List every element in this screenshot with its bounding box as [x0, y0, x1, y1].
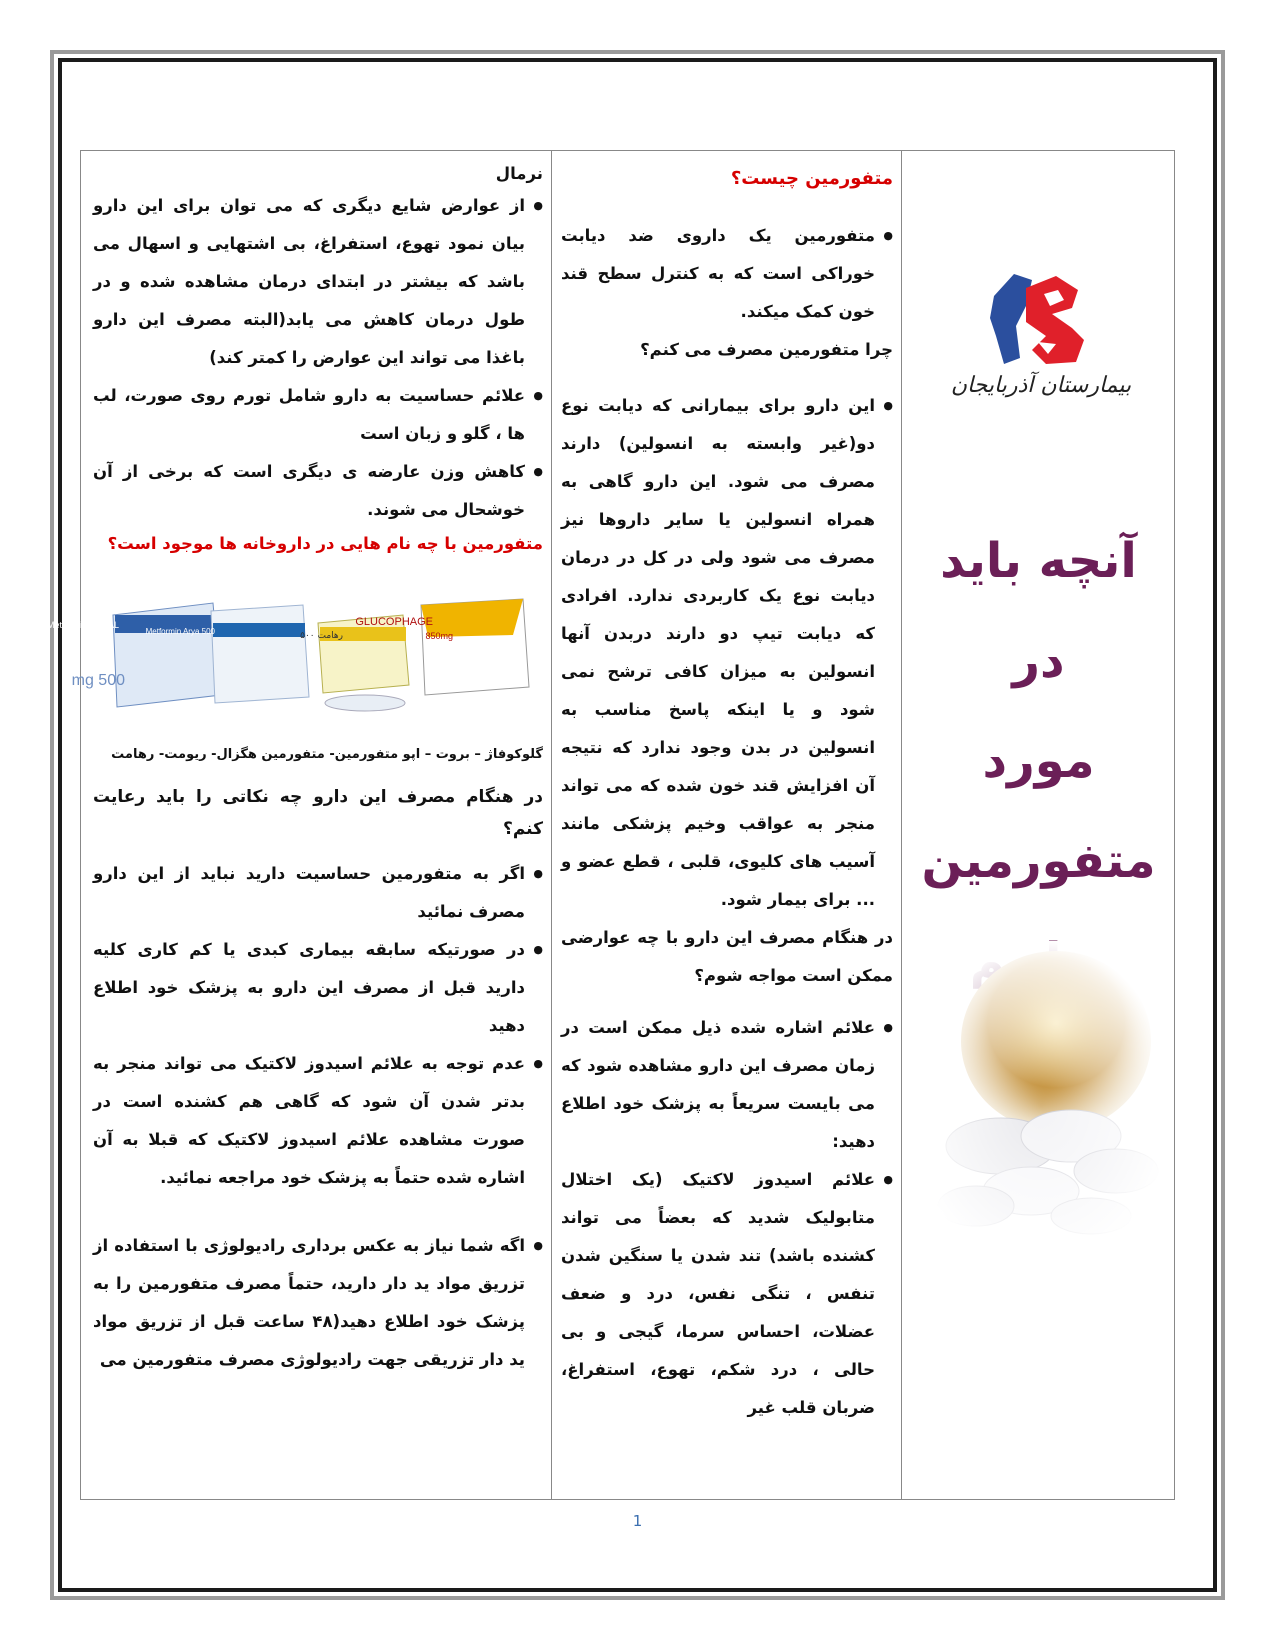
box-label: 500 mg: [71, 672, 125, 689]
hospital-logo: [986, 266, 1096, 371]
medicine-boxes-image: [46, 575, 543, 725]
continued-text: نرمال: [495, 164, 543, 183]
cover-column: [901, 151, 1176, 1499]
title-line: مورد: [982, 733, 1095, 789]
title-line: آنچه باید در: [940, 533, 1137, 689]
brochure-table: [46, 150, 1175, 1500]
box-label: Metformin Arya 500: [145, 627, 215, 636]
hospital-name: بیمارستان آذربایجان: [950, 373, 1132, 398]
brochure-title: [911, 511, 1166, 1011]
bullet-paragraph: ● این دارو برای بیمارانی که دیابت نوع دو(غیر وابسته به انسولین) دارند مصرف می شود. این دارو گاهی به همراه انسولین یا سایر داروها نیز مصرف می شود ولی در کل در درمان دیابت نوع یک کاربردی ندارد. افرادی که دیابت تیپ دو دارند دربدن آنها انسولین به میزان کافی ترشح نمی شود و یا اینکه پاسخ مناسب به انسولین در بدن وجود ندارد که نتیجه آن افزایش قند خون شده که می تواند منجر به عواقب وخیم پزشکی مانند آسیب های کلیوی، قلبی ، قطع عضو و ... برای بیمار شود.: [561, 387, 893, 919]
middle-column: [551, 151, 901, 1499]
section-heading: متفورمین چیست؟: [730, 168, 893, 189]
box-label: 850mg: [425, 631, 453, 641]
title-line: متفورمین: [921, 833, 1156, 889]
brand-names: گلوکوفاژ – بروت – اپو متفورمین- متفورمین هگزال- ریومت- رهامت: [111, 747, 543, 762]
page-number: 1: [632, 1512, 643, 1530]
box-label: Metformin HEXAL: [46, 620, 119, 630]
question-heading: چرا متفورمین مصرف می کنم؟: [640, 340, 893, 359]
pill-bottle-image: [921, 941, 1161, 1241]
left-column: [46, 151, 551, 1499]
brands-heading: متفورمین با چه نام هایی در داروخانه ها موجود است؟: [107, 534, 543, 553]
bullet-paragraph: ● علائم اشاره شده ذیل ممکن است در زمان مصرف این دارو مشاهده شود که می بایست سریعاً به پزشک خود اطلاع دهید:: [561, 1009, 893, 1161]
bullet-paragraph: ● اگه شما نیاز به عکس برداری رادیولوژی با استفاده از تزریق مواد ید دار دارید، حتماً مصرف متفورمین را به پزشک خود اطلاع دهید(۴۸ ساعت قبل از تزریق مواد ید دار تزریقی جهت رادیولوژی مصرف متفورمین می: [93, 1227, 543, 1379]
bullet-paragraph: ● در صورتیکه سابقه بیماری کبدی یا کم کاری کلیه دارید قبل از مصرف این دارو به پزشک خود اطلاع دهید: [93, 931, 543, 1045]
bullet-paragraph: ● از عوارض شایع دیگری که می توان برای این دارو بیان نمود تهوع، استفراغ، بی اشتهایی و اسهال می باشد که بیشتر در ابتدای درمان مشاهده شده و در طول درمان کاهش می یابد(البته مصرف این دارو باغذا می تواند این عوارض را کمتر کند): [93, 187, 543, 377]
box-label: GLUCOPHAGE: [355, 616, 433, 628]
bullet-paragraph: ● عدم توجه به علائم اسیدوز لاکتیک می تواند منجر به بدتر شدن آن شود که گاهی هم کشنده است در صورت مشاهده علائم اسیدوز لاکتیک که قبلا به آن اشاره شده حتماً به پزشک خود مراجعه نمائید.: [93, 1045, 543, 1197]
box-label: رهامت ۵۰۰: [300, 631, 343, 641]
bullet-paragraph: ● کاهش وزن عارضه ی دیگری است که برخی از آن خوشحال می شوند.: [93, 453, 543, 529]
question-heading: در هنگام مصرف این دارو با چه عوارضی ممکن است مواجه شوم؟: [561, 928, 893, 985]
question-heading: در هنگام مصرف این دارو چه نکاتی را باید رعایت کنم؟: [93, 787, 543, 839]
bullet-paragraph: ● متفورمین یک داروی ضد دیابت خوراکی است که به کنترل سطح قند خون کمک میکند.: [561, 217, 893, 331]
bullet-paragraph: ● علائم حساسیت به دارو شامل تورم روی صورت، لب ها ، گلو و زبان است: [93, 377, 543, 453]
bullet-paragraph: ● اگر به متفورمین حساسیت دارید نباید از این دارو مصرف نمائید: [93, 855, 543, 931]
bullet-paragraph: ● علائم اسیدوز لاکتیک (یک اختلال متابولیک شدید که بعضاً می تواند کشنده باشد) تند شدن یا سنگین شدن تنفس ، تنگی نفس، درد و ضعف عضلات، احساس سرما، گیجی و بی حالی ، درد شکم، تهوع، استفراغ، ضربان قلب غیر: [561, 1161, 893, 1427]
